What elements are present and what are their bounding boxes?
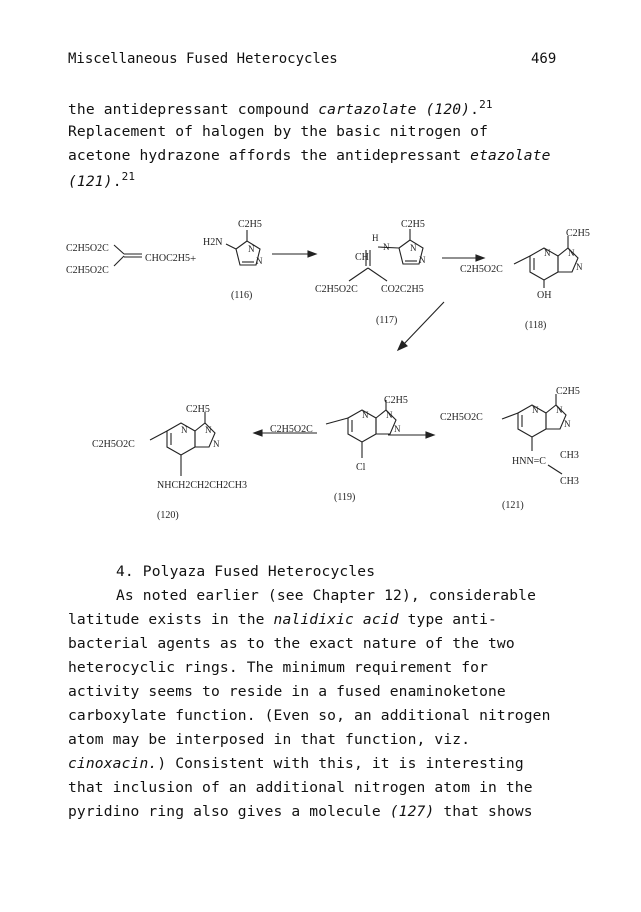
methyl-group: CH3 [560, 476, 579, 487]
methine-ch: CH [355, 252, 369, 263]
running-header: Miscellaneous Fused Heterocycles [68, 51, 338, 67]
nh-hydrogen: H [372, 233, 379, 243]
amine-group: H2N [203, 237, 223, 248]
malonate-line-2: C2H5O2C [66, 265, 109, 276]
intro-line-3: acetone hydrazone affords the antidepressant etazolate [68, 147, 551, 164]
page-number: 469 [531, 51, 557, 67]
cinoxacin-ref: cinoxacin. [68, 755, 158, 772]
methyl-group: CH3 [560, 450, 579, 461]
ester-group: C2H5O2C [440, 412, 483, 423]
ethyl-group: C2H5 [384, 395, 408, 406]
para-line-5: activity seems to reside in a fused enaminoketone [68, 683, 506, 700]
malonate-line-1: C2H5O2C [66, 243, 109, 254]
ring-nitrogen: N [181, 425, 188, 435]
butylamino-side-chain: NHCH2CH2CH2CH3 [157, 480, 248, 491]
ring-nitrogen: N [394, 424, 401, 434]
compound-label-117: (117) [376, 315, 398, 326]
ethyl-group: C2H5 [556, 386, 580, 397]
ethyl-group: C2H5 [186, 404, 210, 415]
ring-nitrogen: N [205, 425, 212, 435]
etazolate-ref: etazolate [470, 147, 551, 164]
ring-nitrogen: N [568, 248, 575, 258]
ring-nitrogen: N [576, 262, 583, 272]
ring-nitrogen: N [556, 405, 563, 415]
compound-label-121: (121) [502, 500, 524, 511]
section-heading: 4. Polyaza Fused Heterocycles [116, 563, 376, 580]
ring-nitrogen: N [386, 410, 393, 420]
para-line-8: cinoxacin.) Consistent with this, it is interesting [68, 755, 524, 772]
para-line-7: atom may be interposed in that function, viz. [68, 731, 471, 748]
ring-nitrogen: N [544, 248, 551, 258]
ester-group: C2H5O2C [460, 264, 503, 275]
hydroxyl-group: OH [537, 290, 552, 301]
ring-nitrogen: N [256, 256, 263, 266]
footnote-ref: 21 [121, 170, 136, 183]
ethyl-group: C2H5 [401, 219, 425, 230]
compound-label-118: (118) [525, 320, 547, 331]
para-line-6: carboxylate function. (Even so, an additional nitrogen [68, 707, 551, 724]
ester-group: C2H5O2C [270, 424, 313, 435]
ring-nitrogen: N [248, 244, 255, 254]
ring-nitrogen: N [213, 439, 220, 449]
para-line-10: pyridino ring also gives a molecule (127) that shows [68, 803, 533, 820]
ester-left: C2H5O2C [315, 284, 358, 295]
compound-127-ref: (127) [389, 803, 435, 820]
plus-sign: + [190, 253, 197, 265]
ring-nitrogen: N [419, 255, 426, 265]
chloro-group: Cl [356, 462, 366, 473]
ester-group: C2H5O2C [92, 439, 135, 450]
compound-label-119: (119) [334, 492, 356, 503]
footnote-ref: 21 [479, 98, 493, 111]
compound-label-120: (120) [157, 510, 179, 521]
intro-line-1: the antidepressant compound cartazolate (120).$^{21}$ [68, 98, 493, 118]
intro-line-4: (121).$^{21}$ [68, 170, 136, 190]
para-line-2: latitude exists in the nalidixic acid type anti- [68, 611, 497, 628]
para-line-4: heterocyclic rings. The minimum requirement for [68, 659, 489, 676]
ethyl-group: C2H5 [566, 228, 590, 239]
ring-nitrogen: N [532, 405, 539, 415]
ring-nitrogen: N [410, 243, 417, 253]
para-line-1: As noted earlier (see Chapter 12), considerable [116, 587, 537, 604]
ring-nitrogen: N [362, 410, 369, 420]
nh-nitrogen: N [383, 242, 390, 252]
ring-nitrogen: N [564, 419, 571, 429]
hydrazone-group: HNN=C [512, 456, 546, 467]
nalidixic-acid-ref: nalidixic acid [273, 611, 399, 628]
cartazolate-ref: cartazolate (120) [318, 100, 471, 118]
para-line-9: that inclusion of an additional nitrogen atom in the [68, 779, 533, 796]
compound-label-116: (116) [231, 290, 253, 301]
ethoxy-group: CHOC2H5 [145, 253, 191, 264]
para-line-3: bacterial agents as to the exact nature of the two [68, 635, 515, 652]
ester-right: CO2C2H5 [381, 284, 424, 295]
intro-line-2: Replacement of halogen by the basic nitrogen of [68, 123, 489, 140]
ethyl-group: C2H5 [238, 219, 262, 230]
